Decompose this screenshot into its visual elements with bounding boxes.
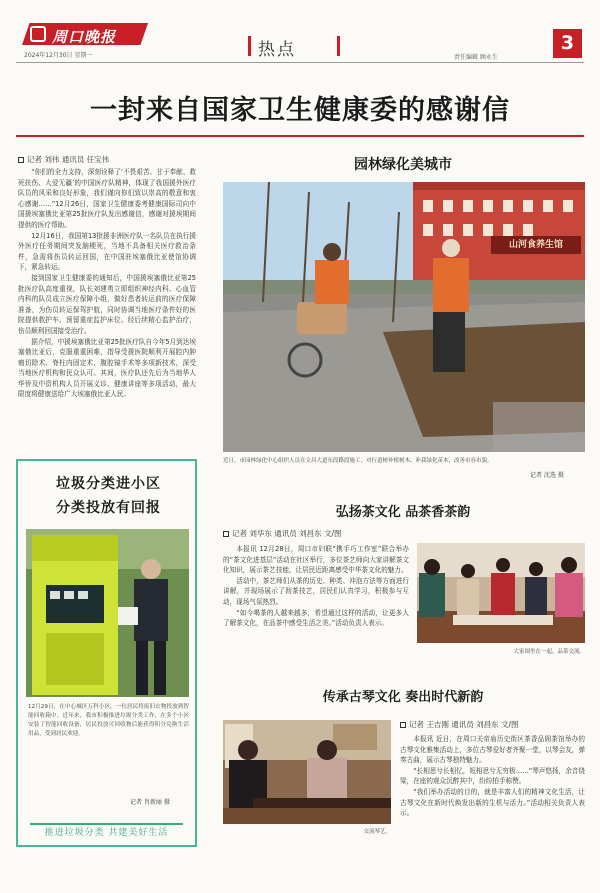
guqin-byline: 记者 王吉刚 通讯员 刘昌东 文/图	[400, 719, 519, 730]
letter-paragraph: 据介绍，中援埃塞俄比亚第25批医疗队自今年5月到达埃塞俄比亚后，克服重重困难，指导受援医院顺利开展腔内肿瘤切除术、脊柱内固定术、腹腔镜手术等多项新技术，深受当地医疗机构和民众认可。其间，医疗队还先后为当地华人华侨及中资机构人员开展义诊、健康讲座等多项活动，最大限度将健康送给广大埃塞俄比亚人民。	[18, 337, 196, 399]
guqin-caption: 交流琴艺。	[363, 829, 391, 835]
tea-paragraph: 活动中，茶艺师们从茶的历史、种类、冲泡方法等方面进行讲解，并现场展示了沏茶技艺，居民们认真学习，积极参与互动，现场气氛热烈。	[223, 576, 409, 606]
guqin-paragraph: “长相思兮长相忆，短相思兮无穷极……”琴声悠扬，余音绕梁，在座的观众沉醉其中，纷纷拍手称赞。	[400, 766, 585, 786]
tea-photo	[417, 543, 585, 643]
headline-rule	[16, 135, 584, 137]
trash-title-line1: 垃圾分类进小区	[56, 476, 161, 492]
tea-photo-illustration	[417, 543, 585, 643]
letter-paragraph: 12月16日，我国第13批援非洲医疗队一名队员在执行援外医疗任务期间突发脑梗死，当地不具备相关医疗救治条件，急需将伤员转运回国，在中国驻埃塞俄比亚使馆协调下，紧急转运。	[18, 231, 196, 272]
tea-title: 弘扬茶文化 品茶香茶韵	[335, 505, 471, 520]
letter-article-body	[18, 167, 196, 452]
section-label: 热点	[258, 40, 296, 60]
trash-title-line2: 分类投放有回报	[56, 500, 161, 516]
trash-sorting-box	[16, 459, 197, 847]
masthead	[0, 0, 600, 62]
tea-caption: 大家围坐在一起，品茶交流。	[513, 649, 585, 655]
top-rule	[16, 62, 584, 63]
guqin-paragraph: “我们举办活动的目的，就是丰富人们的精神文化生活，让古琴文化在新时代焕发出新的生机与活力。”活动相关负责人表示。	[400, 787, 585, 818]
trash-photo	[26, 529, 189, 697]
garden-title: 园林绿化美城市	[354, 157, 452, 173]
date-line: 2024年12月30日 星期一	[24, 52, 93, 59]
guqin-title: 传承古琴文化 奏出时代新韵	[322, 690, 484, 705]
guqin-photo-illustration	[223, 720, 391, 824]
editor-credit: 责任编辑 顾永生	[454, 54, 498, 61]
letter-paragraph: 接到国家卫生健康委的通知后，中国援埃塞俄比亚第25批医疗队高度重视，队长刘建勇立即组织神经内科、心血管内科的队员成立医疗保障小组，做好患者转运前的医疗保障准备，为伤员转运保驾护航，同时协调当地医疗条件好的医院提供救护车、预留重症监护床位。经后续精心监护治疗，伤员顺利回国接受治疗。	[18, 273, 196, 335]
garden-caption: 近日，市园林绿化中心组织人员在文昌大道东段路段施工，对行道树补植树木、补栽绿化苗木，改善市容市貌。	[223, 458, 493, 464]
trash-credit: 记者 肖新丽 摄	[130, 799, 170, 806]
trash-caption: 12月29日，在中心城区万科小区，一位居民将废旧衣物投放到智能回收箱中。近年来，我市积极推进垃圾分类工作，在多个小区安装了智能回收设备，居民投放可回收物后能获得积分兑换生活用品，受到居民欢迎。	[28, 704, 189, 737]
guqin-article-body	[400, 734, 585, 849]
logo-mark-icon	[30, 26, 46, 42]
page-headline: 一封来自国家卫生健康委的感谢信	[90, 95, 510, 126]
garden-photo-illustration	[223, 182, 585, 452]
garden-photo	[223, 182, 585, 452]
trash-slogan: 推进垃圾分类 共建美好生活	[30, 823, 183, 840]
section-divider-left	[248, 36, 251, 56]
byline-marker-icon	[223, 531, 229, 537]
tea-paragraph: “如今喝茶的人越来越多，希望通过这样的活动，让更多人了解茶文化，在品茶中感受生活之美。”活动负责人表示。	[223, 608, 409, 628]
tea-byline: 记者 刘华东 通讯员 刘昌东 文/图	[223, 528, 342, 539]
garden-credit: 记者 沈选 摄	[530, 472, 564, 479]
tea-paragraph: 本报讯 12月28日，周口市妇联“携手巧工作室”联合举办的“茶文化进基层”活动在社区举行，多位茶艺师向大家讲解茶文化知识，展示茶艺技能，让居民近距离感受中华茶文化的魅力。	[223, 545, 409, 575]
letter-byline: 记者 刘伟 通讯员 任宝伟	[18, 154, 109, 165]
paper-name: 周口晚报	[52, 28, 117, 46]
guqin-photo	[223, 720, 391, 824]
page-number: 3	[553, 29, 582, 58]
byline-marker-icon	[18, 157, 24, 163]
trash-photo-illustration	[26, 529, 189, 697]
letter-paragraph: “你们的全力支持，深刻诠释了‘不畏艰苦、甘于奉献、救死扶伤、大爱无疆’的中国医疗队精神，体现了我国援外医疗队员的风采和良好形象，我们谨向你们致以崇高的敬意和衷心感谢……”12月26日，国家卫生健康委考健康国际司向中国援埃塞俄比亚第25批医疗队发出感谢信，感谢对援埃期间提供的医疗帮助。	[18, 168, 196, 229]
byline-marker-icon	[400, 722, 406, 728]
tea-article-body	[223, 544, 409, 672]
shop-sign-text: 山河食养生馆	[508, 240, 563, 250]
guqin-paragraph: 本报讯 近日，在周口关帝庙历史街区茶香品阁茶馆举办的古琴文化雅集活动上，多位古琴爱好者齐聚一堂，以琴会友，弹奏古曲，展示古琴独特魅力。	[400, 735, 585, 765]
section-divider-right	[337, 36, 340, 56]
